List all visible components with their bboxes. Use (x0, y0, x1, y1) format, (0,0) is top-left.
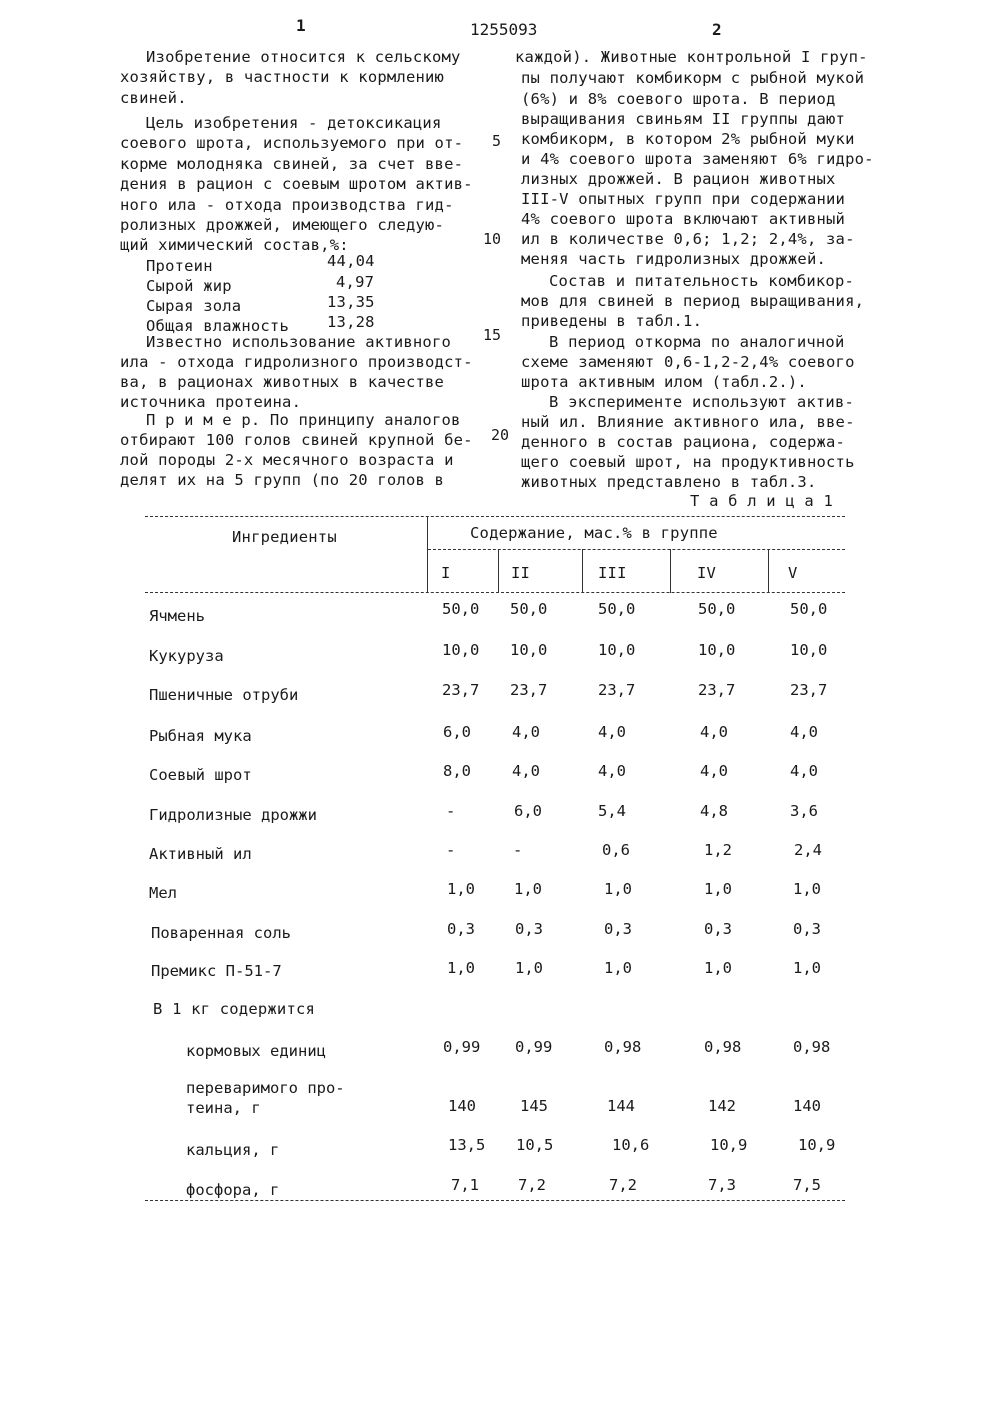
cell: 4,0 (598, 723, 626, 741)
row-label-cont: теина, г (186, 1099, 261, 1117)
text-line: комбикорм, в котором 2% рыбной муки (521, 130, 855, 148)
text-line: шрота активным илом (табл.2.). (521, 373, 807, 391)
cell: 50,0 (698, 600, 736, 618)
cell: 23,7 (598, 681, 636, 699)
text-line: приведены в табл.1. (521, 312, 703, 330)
cell: 50,0 (510, 600, 548, 618)
cell: 1,0 (704, 959, 732, 977)
text-line: хозяйству, в частности к кормлению (120, 68, 445, 86)
table-top-rule (145, 516, 845, 517)
row-label: Кукуруза (149, 647, 224, 665)
cell: 7,2 (609, 1176, 637, 1194)
text-line: дения в рацион с соевым шротом актив- (120, 175, 473, 193)
group-header: I (441, 564, 451, 582)
line-number: 20 (491, 426, 510, 444)
text-line: (6%) и 8% соевого шрота. В период (521, 90, 836, 108)
cell: 0,98 (604, 1038, 642, 1056)
cell: 50,0 (442, 600, 480, 618)
text-line: 4% соевого шрота включают активный (521, 210, 846, 228)
table-row (0, 762, 1000, 790)
cell: 7,5 (793, 1176, 821, 1194)
cell: 13,5 (448, 1136, 486, 1154)
cell: 23,7 (790, 681, 828, 699)
cell: 23,7 (510, 681, 548, 699)
composition-name: Сырой жир (146, 277, 232, 295)
text-line: Известно использование активного (146, 333, 452, 351)
table-row (0, 681, 1000, 710)
text-line: соевого шрота, используемого при от- (120, 134, 464, 152)
cell: 0,99 (443, 1038, 481, 1056)
line-number: 10 (483, 230, 502, 248)
group-header: IV (697, 564, 717, 582)
cell: 10,5 (516, 1136, 554, 1154)
cell: 0,99 (515, 1038, 553, 1056)
text-line: и 4% соевого шрота заменяют 6% гидро- (521, 150, 874, 168)
cell: 0,98 (793, 1038, 831, 1056)
patent-number: 1255093 (470, 20, 538, 39)
text-line: щего соевый шрот, на продуктивность (521, 453, 855, 471)
text-line: каждой). Животные контрольной I груп- (515, 48, 868, 66)
cell: 6,0 (514, 802, 542, 820)
composition-value: 13,35 (327, 293, 375, 311)
cell: 4,0 (700, 723, 728, 741)
text-line: источника протеина. (120, 393, 302, 411)
cell: 10,0 (442, 641, 480, 659)
line-number: 15 (483, 326, 502, 344)
cell: 0,3 (515, 920, 543, 938)
cell: 7,1 (451, 1176, 479, 1194)
cell: 7,2 (518, 1176, 546, 1194)
row-label: Премикс П-51-7 (151, 962, 282, 980)
row-label: Мел (149, 884, 177, 902)
text-line: меняя часть гидролизных дрожжей. (521, 250, 827, 268)
content-header: Содержание, мас.% в группе (470, 524, 718, 542)
table-row (0, 600, 1000, 630)
row-label: Гидролизные дрожжи (149, 806, 317, 824)
text-line: щий химический состав,%: (120, 236, 349, 254)
cell: 1,0 (604, 959, 632, 977)
page-number-right: 2 (712, 20, 722, 39)
text-line: ного ила - отхода производства гид- (120, 196, 454, 214)
table-caption: Т а б л и ц а 1 (690, 492, 833, 510)
text-line: ила - отхода гидролизного производст- (120, 353, 473, 371)
table-divider (427, 516, 428, 593)
cell: 142 (708, 1097, 736, 1115)
text-line: ва, в рационах животных в качестве (120, 373, 445, 391)
text-line: Изобретение относится к сельскому (146, 48, 461, 66)
cell: 2,4 (794, 841, 822, 859)
table-row (0, 723, 1000, 751)
ingredients-header: Ингредиенты (232, 528, 337, 546)
table-row (0, 1038, 1000, 1065)
row-label: фосфора, г (186, 1181, 280, 1199)
cell: 1,2 (704, 841, 732, 859)
table-bottom-rule (145, 1200, 845, 1201)
text-line: делят их на 5 групп (по 20 голов в (120, 471, 445, 489)
text-line: П р и м е р. По принципу аналогов (146, 411, 461, 429)
text-line: III-V опытных групп при содержании (521, 190, 846, 208)
cell: 1,0 (793, 880, 821, 898)
cell: 50,0 (790, 600, 828, 618)
text-line: животных представлено в табл.3. (521, 473, 817, 491)
composition-value: 13,28 (327, 313, 375, 331)
table-row (0, 959, 1000, 986)
composition-value: 44,04 (327, 252, 375, 270)
table-row (0, 1136, 1000, 1165)
cell: 0,3 (447, 920, 475, 938)
text-line: корме молодняка свиней, за счет вве- (120, 155, 464, 173)
table-row (0, 641, 1000, 671)
text-line: лой породы 2-х месячного возраста и (120, 451, 454, 469)
text-line: ил в количестве 0,6; 1,2; 2,4%, за- (521, 230, 855, 248)
cell: 0,3 (793, 920, 821, 938)
header-bottom-rule (145, 592, 845, 593)
table-row (0, 920, 1000, 948)
group-divider (498, 549, 499, 593)
cell: 3,6 (790, 802, 818, 820)
row-label: кормовых единиц (186, 1042, 326, 1060)
cell: 10,0 (698, 641, 736, 659)
cell: 4,0 (598, 762, 626, 780)
table-row (0, 1079, 1000, 1117)
table-subheading: В 1 кг содержится (153, 1000, 316, 1018)
cell: 10,9 (710, 1136, 748, 1154)
text-line: лизных дрожжей. В рацион животных (521, 170, 836, 188)
cell: 4,0 (512, 723, 540, 741)
composition-name: Протеин (146, 257, 213, 275)
cell: 10,0 (598, 641, 636, 659)
text-line: свиней. (120, 89, 187, 107)
cell: 23,7 (442, 681, 480, 699)
table-row (0, 802, 1000, 830)
cell: 4,0 (790, 762, 818, 780)
text-line: В период откорма по аналогичной (549, 333, 845, 351)
line-number: 5 (492, 132, 502, 150)
text-line: схеме заменяют 0,6-1,2-2,4% соевого (521, 353, 855, 371)
cell: 1,0 (704, 880, 732, 898)
group-header: III (598, 564, 627, 582)
cell: 0,6 (602, 841, 630, 859)
cell: 50,0 (598, 600, 636, 618)
group-divider (768, 549, 769, 593)
cell: 1,0 (793, 959, 821, 977)
cell: - (446, 802, 456, 820)
row-label: переваримого про- (186, 1079, 345, 1097)
cell: 1,0 (604, 880, 632, 898)
cell: 1,0 (514, 880, 542, 898)
row-label: Пшеничные отруби (149, 686, 299, 704)
cell: 0,98 (704, 1038, 742, 1056)
cell: 4,8 (700, 802, 728, 820)
cell: 1,0 (447, 959, 475, 977)
group-divider (582, 549, 583, 593)
cell: 1,0 (515, 959, 543, 977)
text-line: Состав и питательность комбикор- (549, 272, 855, 290)
cell: 10,9 (798, 1136, 836, 1154)
row-label: Поваренная соль (151, 924, 291, 942)
table-row (0, 841, 1000, 869)
row-label: Рыбная мука (149, 727, 252, 745)
row-label: Соевый шрот (149, 766, 252, 784)
cell: 140 (793, 1097, 821, 1115)
cell: - (446, 841, 456, 859)
text-line: ный ил. Влияние активного ила, вве- (521, 413, 855, 431)
cell: 23,7 (698, 681, 736, 699)
cell: 5,4 (598, 802, 626, 820)
cell: 10,0 (790, 641, 828, 659)
composition-name: Общая влажность (146, 317, 289, 335)
text-line: мов для свиней в период выращивания, (521, 292, 865, 310)
composition-value: 4,97 (336, 273, 375, 291)
cell: 140 (448, 1097, 476, 1115)
text-line: В эксперименте используют актив- (549, 393, 855, 411)
group-header: V (788, 564, 798, 582)
cell: 1,0 (447, 880, 475, 898)
cell: 0,3 (604, 920, 632, 938)
cell: 4,0 (790, 723, 818, 741)
text-line: Цель изобретения - детоксикация (146, 114, 442, 132)
cell: 0,3 (704, 920, 732, 938)
text-line: пы получают комбикорм с рыбной мукой (521, 69, 865, 87)
text-line: отбирают 100 голов свиней крупной бе- (120, 431, 473, 449)
composition-name: Сырая зола (146, 297, 242, 315)
text-line: денного в состав рациона, содержа- (521, 433, 846, 451)
cell: 7,3 (708, 1176, 736, 1194)
cell: 10,0 (510, 641, 548, 659)
cell: 8,0 (443, 762, 471, 780)
row-label: кальция, г (186, 1141, 280, 1159)
group-divider (670, 549, 671, 593)
cell: - (513, 841, 523, 859)
row-label: Ячмень (149, 607, 205, 625)
cell: 4,0 (512, 762, 540, 780)
page-number-left: 1 (296, 16, 306, 35)
group-header: II (511, 564, 531, 582)
cell: 144 (607, 1097, 635, 1115)
cell: 10,6 (612, 1136, 650, 1154)
cell: 6,0 (443, 723, 471, 741)
group-header-rule (428, 549, 845, 550)
cell: 4,0 (700, 762, 728, 780)
cell: 145 (520, 1097, 548, 1115)
table-row (0, 880, 1000, 908)
row-label: Активный ил (149, 845, 252, 863)
text-line: ролизных дрожжей, имеющего следую- (120, 216, 445, 234)
table-row (0, 1176, 1000, 1205)
text-line: выращивания свиньям II группы дают (521, 110, 846, 128)
